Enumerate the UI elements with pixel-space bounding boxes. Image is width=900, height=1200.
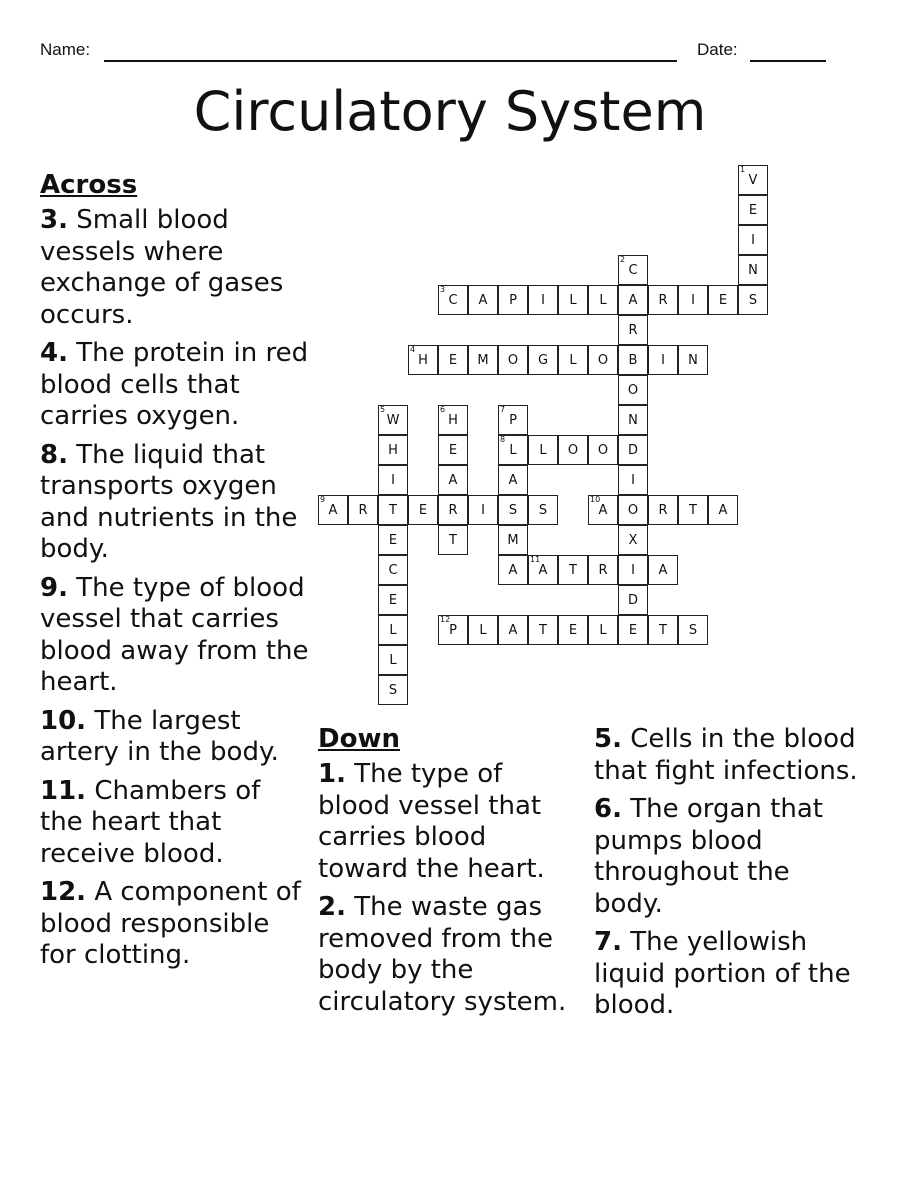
cell-clue-number: 11 <box>530 555 541 564</box>
grid-cell[interactable] <box>438 435 468 465</box>
cell-letter: E <box>718 293 728 308</box>
cell-letter: L <box>569 353 577 368</box>
cell-letter: R <box>598 563 608 578</box>
cell-letter: T <box>659 623 667 638</box>
grid-cell[interactable] <box>588 285 618 315</box>
grid-cell[interactable] <box>378 585 408 615</box>
clue-number: 12. <box>40 877 87 907</box>
grid-cell[interactable] <box>618 405 648 435</box>
grid-cell[interactable] <box>648 285 678 315</box>
grid-cell[interactable] <box>438 495 468 525</box>
cell-letter: L <box>509 443 517 458</box>
grid-cell[interactable] <box>648 345 678 375</box>
cell-letter: C <box>628 263 638 278</box>
clue-item <box>40 776 310 871</box>
grid-cell[interactable] <box>618 525 648 555</box>
cell-letter: A <box>508 473 518 488</box>
clue-text: A component of blood responsible for clotting. <box>40 877 301 970</box>
cell-letter: D <box>627 593 638 608</box>
grid-cell[interactable] <box>618 585 648 615</box>
grid-cell[interactable] <box>738 195 768 225</box>
grid-cell[interactable] <box>498 405 528 435</box>
grid-cell[interactable] <box>588 495 618 525</box>
cell-letter: I <box>631 563 635 578</box>
cell-letter: A <box>328 503 338 518</box>
grid-cell[interactable] <box>558 615 588 645</box>
grid-cell[interactable] <box>618 465 648 495</box>
clue-text: The waste gas removed from the body by the circulatory system. <box>318 892 567 1017</box>
grid-cell[interactable] <box>738 285 768 315</box>
cell-letter: A <box>478 293 488 308</box>
grid-cell[interactable] <box>378 675 408 705</box>
cell-letter: P <box>509 413 517 428</box>
cell-letter: A <box>628 293 638 308</box>
cell-letter: I <box>691 293 695 308</box>
cell-letter: W <box>386 413 400 428</box>
cell-letter: R <box>358 503 368 518</box>
grid-cell[interactable] <box>528 555 558 585</box>
cell-letter: N <box>748 263 758 278</box>
clue-text: The largest artery in the body. <box>40 705 279 767</box>
cell-letter: O <box>627 503 639 518</box>
cell-clue-number: 3 <box>440 285 446 294</box>
clue-item <box>594 724 864 787</box>
down-heading: Down <box>318 724 400 754</box>
cell-letter: P <box>449 623 457 638</box>
cell-letter: R <box>628 323 638 338</box>
grid-cell[interactable] <box>498 285 528 315</box>
cell-letter: G <box>537 353 549 368</box>
cell-letter: A <box>448 473 458 488</box>
cell-letter: M <box>507 533 519 548</box>
grid-cell[interactable] <box>678 345 708 375</box>
clue-item <box>594 794 864 920</box>
cell-letter: E <box>748 203 758 218</box>
cell-letter: I <box>631 473 635 488</box>
cell-clue-number: 7 <box>500 405 506 414</box>
cell-clue-number: 8 <box>500 435 506 444</box>
clue-number: 2. <box>318 892 346 922</box>
clue-text: The liquid that transports oxygen and nutrients in the body. <box>40 439 298 564</box>
grid-cell[interactable] <box>618 615 648 645</box>
grid-cell[interactable] <box>498 555 528 585</box>
down-clues-column-2 <box>594 724 864 1029</box>
cell-letter: S <box>388 683 398 698</box>
cell-letter: H <box>388 443 398 458</box>
date-blank-line[interactable] <box>750 60 826 62</box>
cell-letter: X <box>628 533 638 548</box>
grid-cell[interactable] <box>498 345 528 375</box>
grid-cell[interactable] <box>528 615 558 645</box>
cell-letter: S <box>688 623 698 638</box>
grid-cell[interactable] <box>648 555 678 585</box>
grid-cell[interactable] <box>438 345 468 375</box>
grid-cell[interactable] <box>408 345 438 375</box>
clue-text: Chambers of the heart that receive blood. <box>40 775 261 869</box>
grid-cell[interactable] <box>498 615 528 645</box>
grid-cell[interactable] <box>468 495 498 525</box>
grid-cell[interactable] <box>528 495 558 525</box>
cell-letter: R <box>658 293 668 308</box>
grid-cell[interactable] <box>498 435 528 465</box>
cell-letter: A <box>508 563 518 578</box>
cell-letter: R <box>448 503 458 518</box>
grid-cell[interactable] <box>468 285 498 315</box>
clue-item <box>594 927 864 1022</box>
cell-letter: S <box>538 503 548 518</box>
cell-letter: I <box>541 293 545 308</box>
clue-item <box>40 706 310 769</box>
grid-cell[interactable] <box>588 555 618 585</box>
cell-letter: O <box>507 353 519 368</box>
across-heading: Across <box>40 170 138 200</box>
grid-cell[interactable] <box>378 405 408 435</box>
cell-letter: A <box>508 623 518 638</box>
grid-cell[interactable] <box>378 555 408 585</box>
grid-cell[interactable] <box>738 165 768 195</box>
cell-letter: L <box>479 623 487 638</box>
cell-letter: I <box>661 353 665 368</box>
cell-letter: T <box>689 503 697 518</box>
clue-number: 8. <box>40 439 68 470</box>
grid-cell[interactable] <box>438 285 468 315</box>
grid-cell[interactable] <box>618 315 648 345</box>
grid-cell[interactable] <box>588 615 618 645</box>
grid-cell[interactable] <box>468 615 498 645</box>
clue-number: 7. <box>594 927 622 957</box>
grid-cell[interactable] <box>528 285 558 315</box>
cell-letter: L <box>539 443 547 458</box>
cell-letter: E <box>568 623 578 638</box>
name-blank-line[interactable] <box>104 60 677 62</box>
grid-cell[interactable] <box>348 495 378 525</box>
down-clues <box>318 724 576 1025</box>
clue-item <box>318 892 576 1018</box>
clue-number: 10. <box>40 705 87 736</box>
cell-clue-number: 1 <box>740 165 746 174</box>
cell-letter: I <box>751 233 755 248</box>
cell-letter: O <box>627 383 639 398</box>
cell-letter: L <box>389 623 397 638</box>
cell-letter: T <box>449 533 457 548</box>
grid-cell[interactable] <box>618 495 648 525</box>
grid-cell[interactable] <box>588 435 618 465</box>
grid-cell[interactable] <box>558 555 588 585</box>
grid-cell[interactable] <box>618 555 648 585</box>
cell-clue-number: 6 <box>440 405 446 414</box>
clue-item <box>40 877 310 972</box>
cell-letter: B <box>628 353 638 368</box>
grid-cell[interactable] <box>438 465 468 495</box>
grid-cell[interactable] <box>378 465 408 495</box>
grid-cell[interactable] <box>498 525 528 555</box>
grid-cell[interactable] <box>498 465 528 495</box>
grid-cell[interactable] <box>468 345 498 375</box>
grid-cell[interactable] <box>678 285 708 315</box>
cell-letter: E <box>418 503 428 518</box>
cell-letter: L <box>389 653 397 668</box>
clue-item <box>40 338 310 433</box>
clue-item <box>40 440 310 566</box>
grid-cell[interactable] <box>648 615 678 645</box>
clue-text: The organ that pumps blood throughout the body. <box>594 794 823 919</box>
grid-cell[interactable] <box>438 405 468 435</box>
grid-cell[interactable] <box>318 495 348 525</box>
cell-letter: S <box>508 503 518 518</box>
grid-cell[interactable] <box>378 435 408 465</box>
clue-text: The type of blood vessel that carries blood away from the heart. <box>40 572 309 697</box>
grid-cell[interactable] <box>378 495 408 525</box>
clue-number: 6. <box>594 794 622 824</box>
cell-letter: S <box>748 293 758 308</box>
grid-cell[interactable] <box>438 525 468 555</box>
grid-cell[interactable] <box>648 495 678 525</box>
cell-letter: C <box>448 293 458 308</box>
name-label: Name: <box>40 40 91 59</box>
cell-letter: L <box>569 293 577 308</box>
clue-number: 4. <box>40 338 68 368</box>
cell-letter: A <box>598 503 608 518</box>
cell-letter: T <box>569 563 577 578</box>
grid-cell[interactable] <box>738 255 768 285</box>
clue-number: 1. <box>318 759 346 789</box>
cell-letter: H <box>448 413 458 428</box>
cell-letter: L <box>599 623 607 638</box>
cell-clue-number: 5 <box>380 405 386 414</box>
clue-item <box>40 573 310 699</box>
grid-cell[interactable] <box>678 615 708 645</box>
grid-cell[interactable] <box>528 345 558 375</box>
cell-letter: M <box>477 353 489 368</box>
cell-letter: N <box>628 413 638 428</box>
clue-text: The yellowish liquid portion of the blood. <box>594 927 851 1020</box>
grid-cell[interactable] <box>378 615 408 645</box>
grid-cell[interactable] <box>528 435 558 465</box>
cell-letter: I <box>391 473 395 488</box>
clue-item <box>40 205 310 331</box>
cell-letter: O <box>567 443 579 458</box>
clue-text: The protein in red blood cells that carries oxygen. <box>40 338 309 431</box>
clue-number: 11. <box>40 775 87 806</box>
clue-text: The type of blood vessel that carries blood toward the heart. <box>318 759 545 884</box>
cell-letter: T <box>389 503 397 518</box>
cell-letter: V <box>748 173 758 188</box>
grid-cell[interactable] <box>738 225 768 255</box>
cell-letter: O <box>597 353 609 368</box>
clue-number: 3. <box>40 205 68 235</box>
cell-letter: T <box>539 623 547 638</box>
date-label: Date: <box>697 40 738 59</box>
cell-letter: E <box>628 623 638 638</box>
cell-clue-number: 2 <box>620 255 626 264</box>
cell-letter: H <box>418 353 428 368</box>
cell-letter: I <box>481 503 485 518</box>
cell-clue-number: 12 <box>440 615 451 624</box>
page-title: Circulatory System <box>193 80 707 143</box>
cell-clue-number: 10 <box>590 495 601 504</box>
cell-clue-number: 4 <box>410 345 416 354</box>
cell-letter: E <box>448 443 458 458</box>
clue-item <box>318 759 576 885</box>
cell-letter: C <box>388 563 398 578</box>
cell-letter: E <box>448 353 458 368</box>
grid-cell[interactable] <box>558 435 588 465</box>
grid-cell[interactable] <box>618 435 648 465</box>
cell-letter: E <box>388 593 398 608</box>
cell-letter: R <box>658 503 668 518</box>
grid-cell[interactable] <box>618 375 648 405</box>
grid-cell[interactable] <box>558 345 588 375</box>
clue-text: Small blood vessels where exchange of gases occurs. <box>40 205 284 330</box>
cell-letter: P <box>509 293 517 308</box>
clue-number: 5. <box>594 724 622 754</box>
grid-cell[interactable] <box>618 285 648 315</box>
grid-cell[interactable] <box>678 495 708 525</box>
cell-letter: A <box>538 563 548 578</box>
cell-letter: O <box>597 443 609 458</box>
grid-cell[interactable] <box>498 495 528 525</box>
grid-cell[interactable] <box>408 495 438 525</box>
cell-letter: L <box>599 293 607 308</box>
cell-clue-number: 9 <box>320 495 326 504</box>
student-info-line <box>40 38 830 66</box>
grid-cell[interactable] <box>708 285 738 315</box>
cell-letter: A <box>718 503 728 518</box>
cell-letter: D <box>627 443 638 458</box>
grid-cell[interactable] <box>378 645 408 675</box>
grid-cell[interactable] <box>708 495 738 525</box>
grid-cell[interactable] <box>378 525 408 555</box>
clue-number: 9. <box>40 572 68 603</box>
grid-cell[interactable] <box>438 615 468 645</box>
grid-cell[interactable] <box>558 285 588 315</box>
grid-cell[interactable] <box>588 345 618 375</box>
grid-cell[interactable] <box>618 255 648 285</box>
clue-text: Cells in the blood that fight infections. <box>594 724 858 786</box>
grid-cell[interactable] <box>618 345 648 375</box>
cell-letter: A <box>658 563 668 578</box>
cell-letter: E <box>388 533 398 548</box>
cell-letter: N <box>688 353 698 368</box>
across-clues <box>40 170 310 979</box>
